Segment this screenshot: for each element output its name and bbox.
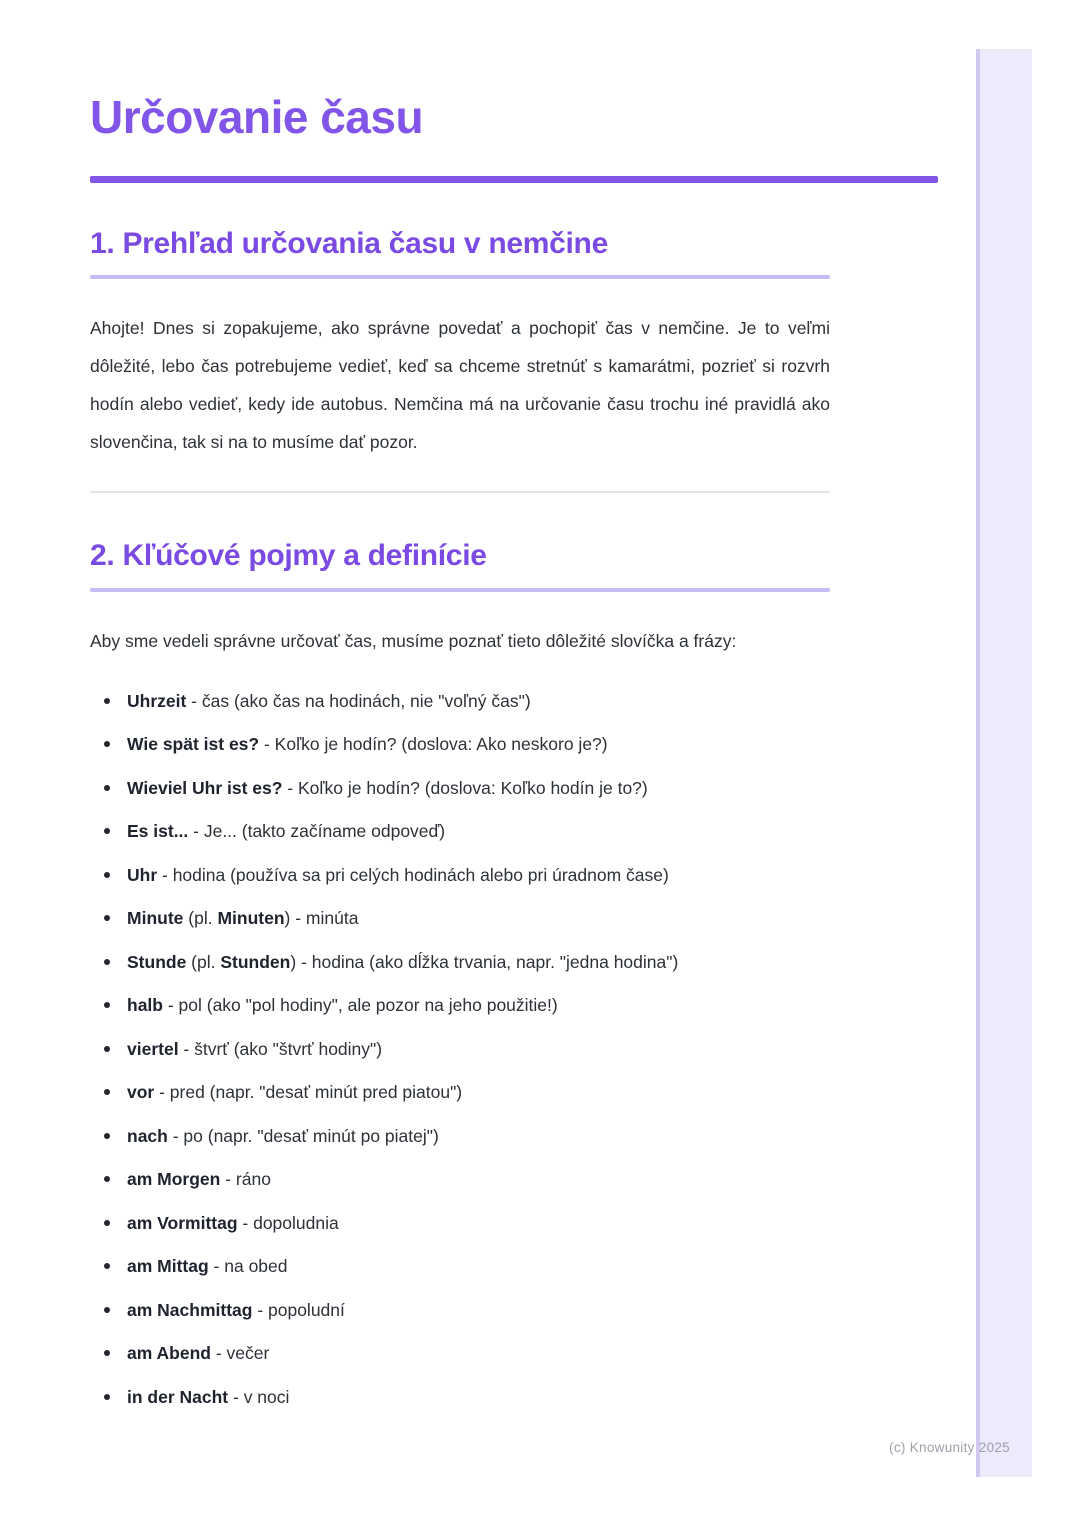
vocab-term: Minuten [217,908,285,929]
bullet-icon [104,741,110,747]
section-1-underline [90,275,830,279]
section-2-heading: 2. Kľúčové pojmy a definície [90,539,487,573]
list-item [90,1253,830,1279]
vocab-term: Wieviel Uhr ist es? [127,777,283,798]
bullet-icon [104,1133,110,1139]
bullet-icon [104,1350,110,1356]
list-item [90,992,830,1018]
vocab-term: Stunde [127,951,187,972]
list-item [90,905,830,931]
vocab-definition: ) - hodina (ako dĺžka trvania, napr. "jedna hodina") [290,951,679,972]
vocab-definition: (pl. [186,951,221,972]
page-content [90,92,830,1427]
vocab-definition: - večer [210,1343,270,1364]
vocab-definition: - Koľko je hodín? (doslova: Koľko hodín je to?) [282,777,648,798]
vocab-definition: - dopoludnia [237,1212,339,1233]
vocab-term: nach [127,1125,168,1146]
vocab-definition: - v noci [228,1386,290,1407]
section-2-paragraph: Aby sme vedeli správne určovať čas, musíme poznať tieto dôležité slovíčka a frázy: [90,630,737,651]
vocab-term: in der Nacht [127,1386,229,1407]
section-divider [90,491,830,493]
vocab-term: Minute [127,908,184,929]
list-item [90,1297,830,1323]
vocab-term: am Abend [127,1343,211,1364]
list-item [90,1384,830,1410]
bullet-icon [104,1089,110,1095]
vocab-definition: ) - minúta [284,908,359,929]
list-item [90,1166,830,1192]
copyright-watermark: (c) Knowunity 2025 [889,1440,1010,1455]
section-1-heading: 1. Prehľad určovania času v nemčine [90,226,608,260]
list-item [90,949,830,975]
bullet-icon [104,915,110,921]
bullet-icon [104,959,110,965]
vocab-definition: - pol (ako "pol hodiny", ale pozor na jeho použitie!) [162,995,558,1016]
list-item [90,1210,830,1236]
vocab-definition: - Je... (takto začíname odpoveď) [188,821,446,842]
vocab-definition: - hodina (používa sa pri celých hodinách alebo pri úradnom čase) [157,864,669,885]
bullet-icon [104,785,110,791]
bullet-icon [104,1307,110,1313]
vocab-term: vor [127,1082,155,1103]
bullet-icon [104,1046,110,1052]
list-item [90,818,830,844]
section-1-paragraph: Ahojte! Dnes si zopakujeme, ako správne povedať a pochopiť čas v nemčine. Je to veľmi dôležité, lebo čas potrebujeme vedieť, keď sa chceme stretnúť s kamarátmi, pozrieť si rozvrh hodín alebo vedieť, kedy ide autobus. Nemčina má na určovanie času trochu iné pravidlá ako slovenčina, tak si na to musíme dať pozor. [90,318,830,453]
section-1 [90,227,830,462]
vocab-term: halb [127,995,163,1016]
vocab-term: Stunden [220,951,291,972]
vocab-term: Uhr [127,864,158,885]
title-rule [90,176,938,183]
section-2 [90,539,830,1410]
vocab-term: Wie spät ist es? [127,734,260,755]
list-item [90,1036,830,1062]
vocab-term: Es ist... [127,821,189,842]
list-item [90,731,830,757]
bullet-icon [104,698,110,704]
vocab-term: Uhrzeit [127,690,187,711]
vocab-term: am Mittag [127,1256,209,1277]
vocab-definition: - popoludní [252,1299,345,1320]
vocab-definition: - štvrť (ako "štvrť hodiny") [178,1038,383,1059]
vocab-term: viertel [127,1038,179,1059]
bullet-icon [104,1220,110,1226]
vocab-definition: (pl. [183,908,218,929]
vocabulary-list [90,688,830,1410]
bullet-icon [104,872,110,878]
list-item [90,862,830,888]
right-accent-stripe [976,49,1032,1477]
bullet-icon [104,1002,110,1008]
vocab-definition: - po (napr. "desať minút po piatej") [167,1125,439,1146]
bullet-icon [104,1263,110,1269]
bullet-icon [104,828,110,834]
list-item [90,1079,830,1105]
list-item [90,1123,830,1149]
vocab-term: am Vormittag [127,1212,238,1233]
page-title: Určovanie času [90,91,424,143]
list-item [90,775,830,801]
vocab-definition: - ráno [220,1169,271,1190]
vocab-definition: - Koľko je hodín? (doslova: Ako neskoro je?) [259,734,608,755]
vocab-definition: - na obed [208,1256,288,1277]
vocab-definition: - pred (napr. "desať minút pred piatou") [154,1082,463,1103]
bullet-icon [104,1176,110,1182]
vocab-term: am Nachmittag [127,1299,253,1320]
list-item [90,1340,830,1366]
section-2-underline [90,588,830,592]
list-item [90,688,830,714]
vocab-term: am Morgen [127,1169,221,1190]
bullet-icon [104,1394,110,1400]
vocab-definition: - čas (ako čas na hodinách, nie "voľný čas") [186,690,531,711]
